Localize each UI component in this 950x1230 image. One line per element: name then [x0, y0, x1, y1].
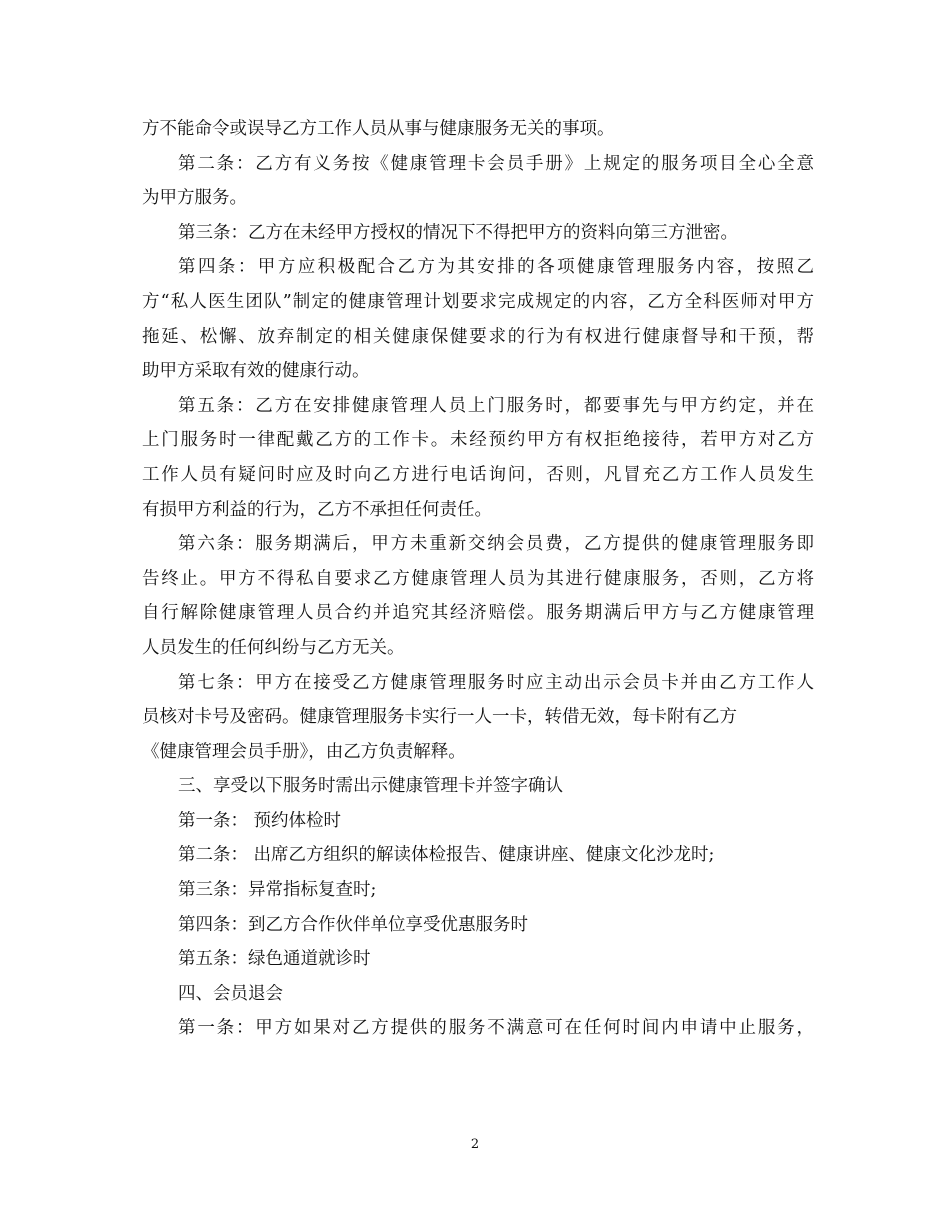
text-line: 告终止。甲方不得私自要求乙方健康管理人员为其进行健康服务，否则，乙方将: [142, 568, 814, 589]
text-line: 员核对卡号及密码。健康管理服务卡实行一人一卡，转借无效，每卡附有乙方: [142, 707, 737, 728]
text-line: 第六条：服务期满后，甲方未重新交纳会员费，乙方提供的健康管理服务即: [178, 534, 814, 555]
text-line: 第三条：异常指标复查时;: [178, 880, 377, 901]
text-line: 第五条：绿色通道就诊时: [178, 949, 371, 970]
text-line: 方“私人医生团队”制定的健康管理计划要求完成规定的内容，乙方全科医师对甲方: [142, 291, 814, 312]
text-line: 第三条：乙方在未经甲方授权的情况下不得把甲方的资料向第三方泄密。: [178, 222, 738, 243]
text-line: 第二条： 出席乙方组织的解读体检报告、健康讲座、健康文化沙龙时;: [178, 845, 715, 866]
text-line: 第七条：甲方在接受乙方健康管理服务时应主动出示会员卡并由乙方工作人: [178, 672, 814, 693]
text-line: 工作人员有疑问时应及时向乙方进行电话询问，否则，凡冒充乙方工作人员发生: [142, 464, 814, 485]
text-line: 第四条：到乙方合作伙伴单位享受优惠服务时: [178, 914, 528, 935]
text-line: 方不能命令或误导乙方工作人员从事与健康服务无关的事项。: [142, 119, 615, 139]
text-line: 第四条：甲方应积极配合乙方为其安排的各项健康管理服务内容，按照乙: [178, 257, 814, 278]
text-line: 助甲方采取有效的健康行动。: [142, 361, 370, 382]
text-line: 有损甲方利益的行为，乙方不承担任何责任。: [142, 499, 492, 520]
document-body: [142, 112, 814, 1046]
text-line: 为甲方服务。: [142, 188, 247, 209]
text-line: 第一条： 预约体检时: [178, 810, 342, 831]
text-line: 拖延、松懈、放弃制定的相关健康保健要求的行为有权进行健康督导和干预，帮: [142, 326, 814, 347]
text-line: 人员发生的任何纠纷与乙方无关。: [142, 637, 405, 658]
text-line: 四、会员退会: [178, 983, 283, 1004]
text-line: 第二条：乙方有义务按《健康管理卡会员手册》上规定的服务项目全心全意: [178, 153, 814, 174]
text-line: 第五条：乙方在安排健康管理人员上门服务时，都要事先与甲方约定，并在: [178, 395, 814, 416]
text-line: 《健康管理会员手册》，由乙方负责解释。: [142, 741, 466, 762]
text-line: 自行解除健康管理人员合约并追究其经济赔偿。服务期满后甲方与乙方健康管理: [142, 603, 814, 624]
text-line: 第一条：甲方如果对乙方提供的服务不满意可在任何时间内申请中止服务，: [178, 1018, 814, 1039]
text-line: 三、享受以下服务时需出示健康管理卡并签字确认: [178, 776, 563, 797]
page-number: 2: [470, 1137, 480, 1152]
text-line: 上门服务时一律配戴乙方的工作卡。未经预约甲方有权拒绝接待，若甲方对乙方: [142, 430, 814, 451]
